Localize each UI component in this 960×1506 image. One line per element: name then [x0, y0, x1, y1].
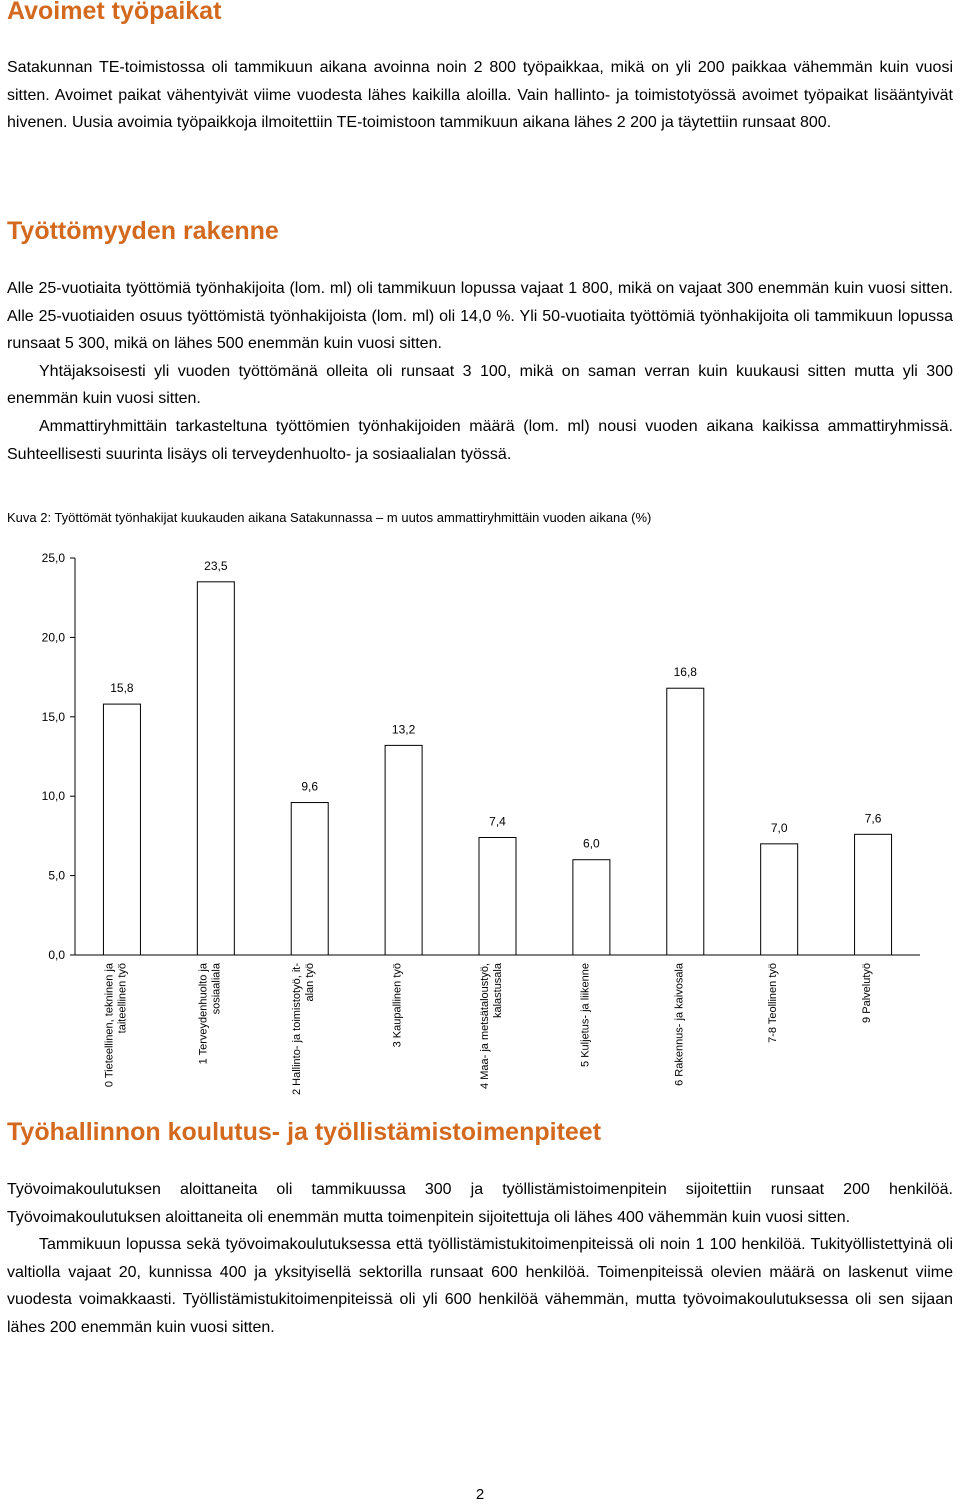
x-tick-label — [392, 963, 404, 1047]
x-tick-label-line: sosiaaliala — [210, 963, 223, 1015]
value-label: 23,5 — [204, 558, 228, 573]
x-tick-label — [673, 962, 685, 1086]
bar — [855, 834, 892, 955]
y-tick-label: 10,0 — [41, 789, 65, 804]
x-tick-label — [291, 963, 316, 1095]
bar — [573, 860, 610, 955]
paragraph-text: Tammikuun lopussa sekä työvoimakoulutuksessa että työllistämistukitoimenpiteissä oli noin 1 100 henkilöä. Tukityöllistettyinä oli valtiolla vajaat 20, kunnissa 400 ja yksityisellä sektorilla runsaat 600 henkilöä. Toimenpiteissä olevien määrä on laskenut viime vuodesta voimakkaasti. Työllistämistukitoimenpiteissä oli yli 600 henkilöä vähemmän, mutta työvoimakoulutuksessa oli sen sijaan lähes 200 enemmän kuin vuosi sitten. — [7, 1236, 953, 1336]
x-tick-label-line: 4 Maa- ja metsätaloustyö, — [479, 963, 491, 1089]
bar — [479, 837, 516, 955]
bar — [385, 745, 422, 955]
paragraph-toimenpiteet — [7, 1176, 953, 1342]
value-label: 13,2 — [391, 722, 416, 737]
y-tick-label: 25,0 — [41, 551, 65, 565]
x-tick-label — [767, 963, 779, 1043]
x-tick-label-line: 6 Rakennus- ja kaivosala — [673, 963, 686, 1086]
value-label: 7,4 — [489, 814, 506, 829]
page-number: 2 — [475, 1486, 485, 1503]
bar — [291, 803, 328, 955]
bar — [667, 688, 704, 955]
paragraph-text: Satakunnan TE-toimistossa oli tammikuun aikana avoinna noin 2 800 työpaikkaa, mikä on yli 200 paikkaa vähemmän kuin vuosi sitten. Avoimet paikat vähentyivät viime vuodesta lähes kaikilla aloilla. Vain hallinto- ja toimistotyössä avoimet työpaikat lisääntyivät hivenen. Uusia avoimia työpaikkoja ilmoitettiin TE-toimistoon tammikuun aikana lähes 2 200 ja täytettiin runsaat 800. — [7, 59, 953, 132]
x-tick-label — [579, 963, 591, 1067]
paragraph-rakenne — [7, 275, 953, 468]
x-tick-label-line: 1 Terveydenhuolto ja — [197, 963, 210, 1065]
x-tick-label — [103, 962, 128, 1087]
value-label: 15,8 — [110, 681, 134, 696]
bar — [761, 844, 798, 955]
y-tick-label: 20,0 — [41, 630, 65, 645]
paragraph-text: Ammattiryhmittäin tarkasteltuna työttömien työnhakijoiden määrä (lom. ml) nousi vuoden aikana kaikissa ammattiryhmissä. Suhteellisesti suurinta lisäys oli terveydenhuolto- ja sosiaalialan työssä. — [7, 417, 953, 463]
x-tick-label-line: taiteellinen työ — [116, 963, 129, 1034]
value-label: 7,6 — [864, 811, 882, 826]
x-tick-label-line: 3 Kaupallinen työ — [391, 963, 404, 1048]
x-tick-label — [861, 963, 873, 1023]
x-tick-label-line: 2 Hallinto- ja toimistotyö, it- — [291, 963, 304, 1096]
paragraph-text: Alle 25-vuotiaita työttömiä työnhakijoita (lom. ml) oli tammikuun lopussa vajaat 1 800, mikä on vajaat 300 enemmän kuin vuosi sitten. Alle 25-vuotiaiden osuus työttömistä työnhakijoista (lom. ml) oli 14,0 %. Yli 50-vuotiaita työttömiä työnhakijoita oli tammikuun lopussa runsaat 5 300, mikä on lähes 500 enemmän kuin vuosi sitten. — [7, 280, 953, 353]
bar — [103, 704, 140, 955]
paragraph-text: Työvoimakoulutuksen aloittaneita oli tammikuussa 300 ja työllistämistoimenpitein sijoitettiin runsaat 200 henkilöä. Työvoimakoulutuksen aloittaneita oli enemmän mutta toimenpitein sijoitettuja oli lähes 400 vähemmän kuin vuosi sitten. — [7, 1181, 953, 1226]
y-tick-label: 15,0 — [41, 709, 65, 724]
y-tick-label: 0,0 — [48, 948, 65, 962]
value-label: 7,0 — [770, 820, 788, 835]
y-tick-label: 5,0 — [48, 868, 65, 883]
value-label: 9,6 — [301, 779, 319, 794]
section-title-avoimet: Avoimet työpaikat — [7, 0, 222, 25]
value-label: 6,0 — [583, 836, 600, 851]
figure-caption: Kuva 2: Työttömät työnhakijat kuukauden aikana Satakunnassa – m uutos ammattiryhmittäin vuoden aikana (%) — [7, 510, 652, 525]
x-tick-label-line: 5 Kuljetus- ja liikenne — [579, 963, 592, 1067]
x-tick-label-line: 9 Palvelutyö — [861, 963, 874, 1023]
section-title-toimenpiteet: Työhallinnon koulutus- ja työllistämistoimenpiteet — [7, 1118, 602, 1146]
x-tick-label-line: alan työ — [304, 963, 317, 1002]
value-label: 16,8 — [673, 665, 697, 680]
x-tick-label-line: 7-8 Teollinen työ — [767, 963, 780, 1043]
x-tick-label — [197, 962, 222, 1064]
x-tick-label-line: kalastusala — [492, 963, 504, 1019]
section-title-rakenne: Työttömyyden rakenne — [7, 217, 279, 245]
x-tick-label — [479, 962, 504, 1089]
bar — [197, 582, 234, 955]
bar-chart — [0, 540, 960, 1120]
x-tick-label-line: 0 Tieteellinen, tekninen ja — [103, 963, 116, 1088]
paragraph-avoimet — [7, 54, 953, 137]
paragraph-text: Yhtäjaksoisesti yli vuoden työttömänä olleita oli runsaat 3 100, mikä on saman verran kuin kuukausi sitten mutta yli 300 enemmän kuin vuosi sitten. — [7, 362, 953, 408]
